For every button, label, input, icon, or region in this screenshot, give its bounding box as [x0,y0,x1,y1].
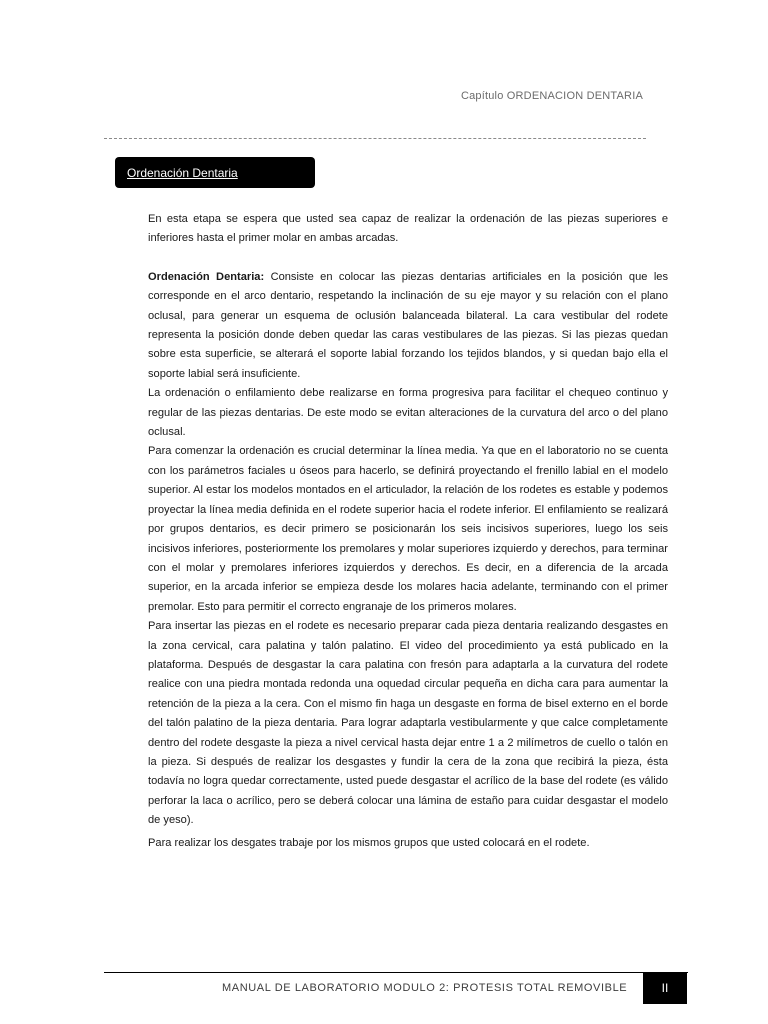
chapter-header: Capítulo ORDENACION DENTARIA [460,90,643,102]
section-title: Ordenación Dentaria [127,165,238,180]
page-number: II [661,981,669,995]
footer-manual-title: MANUAL DE LABORATORIO MODULO 2: PROTESIS TOTAL REMOVIBLE [222,982,628,994]
page-number-badge [643,972,687,1004]
section-title-badge [115,157,315,188]
paragraph-midline: Para comenzar la ordenación es crucial determinar la línea media. Ya que en el laboratorio no se cuenta con los parámetros faciales u óseos para hacerlo, se definirá proyectando el frenillo labial en el modelo superior. Al estar los modelos montados en el articulador, la relación de los rodetes es estable y podemos proyectar la línea media definida en el rodete superior hacia el rodete inferior. El enfilamiento se realizará por grupos dentarios, es decir primero se posicionarán los seis incisivos superiores, luego los seis incisivos inferiores, posteriormente los premolares y molar superiores izquierdo y derechos, para terminar con el molar y premolares inferiores izquierdos y derechos. Es decir, en a diferencia de la arcada superior, en la arcada inferior se empieza desde los molares hacia adelante, terminando con el primer premolar. Esto para permitir el correcto engranaje de los primeros molares. [148,445,668,613]
paragraph-progressive: La ordenación o enfilamiento debe realizarse en forma progresiva para facilitar el chequeo continuo y regular de las piezas dentarias. De este modo se evitan alteraciones de la curvatura del arco o del plano oclusal. [148,387,668,439]
paragraph-preparation: Para insertar las piezas en el rodete es necesario preparar cada pieza dentaria realizando desgastes en la zona cervical, cara palatina y talón palatino. El video del procedimiento ya está publicado en la plataforma. Después de desgastar la cara palatina con fresón para adaptarla a la curvatura del rodete realice con una piedra montada redonda una oquedad circular pequeña en dicha cara para aumentar la retención de la pieza a la cera. Con el mismo fin haga un desgaste en forma de bisel externo en el borde del talón palatino de la pieza dentaria. Para lograr adaptarla vestibularmente y que calce completamente dentro del rodete desgaste la pieza a nivel cervical hasta dejar entre 1 a 2 milímetros de cuello o talón en la pieza. Si después de realizar los desgastes y fundir la cera de la zona que recibirá la pieza, ésta todavía no logra quedar correctamente, usted puede desgastar el acrílico de la base del rodete (es válido perforar la laca o acrílico, pero se deberá colocar una lámina de estaño para cuidar desgastar el modelo de yeso). [148,620,668,827]
definition-term: Ordenación Dentaria: [148,270,265,283]
body-text [148,210,668,853]
definition-text: Consiste en colocar las piezas dentarias artificiales en la posición que les corresponde en el arco dentario, respetando la inclinación de su eje mayor y su relación con el plano oclusal, para generar un esquema de oclusión balanceada bilateral. La cara vestibular del rodete representa la posición donde deben quedar las caras vestibulares de las piezas. Si las piezas quedan sobre esta superficie, se alterará el soporte labial forzando los tejidos blandos, y si quedan bajo ella el soporte labial será insuficiente. [148,270,669,380]
footer-divider [104,972,688,973]
paragraph-grinding: Para realizar los desgates trabaje por los mismos grupos que usted colocará en el rodete. [148,836,590,849]
definition-paragraph [148,268,668,384]
header-divider [104,138,646,139]
intro-paragraph: En esta etapa se espera que usted sea capaz de realizar la ordenación de las piezas superiores e inferiores hasta el primer molar en ambas arcadas. [148,213,668,245]
